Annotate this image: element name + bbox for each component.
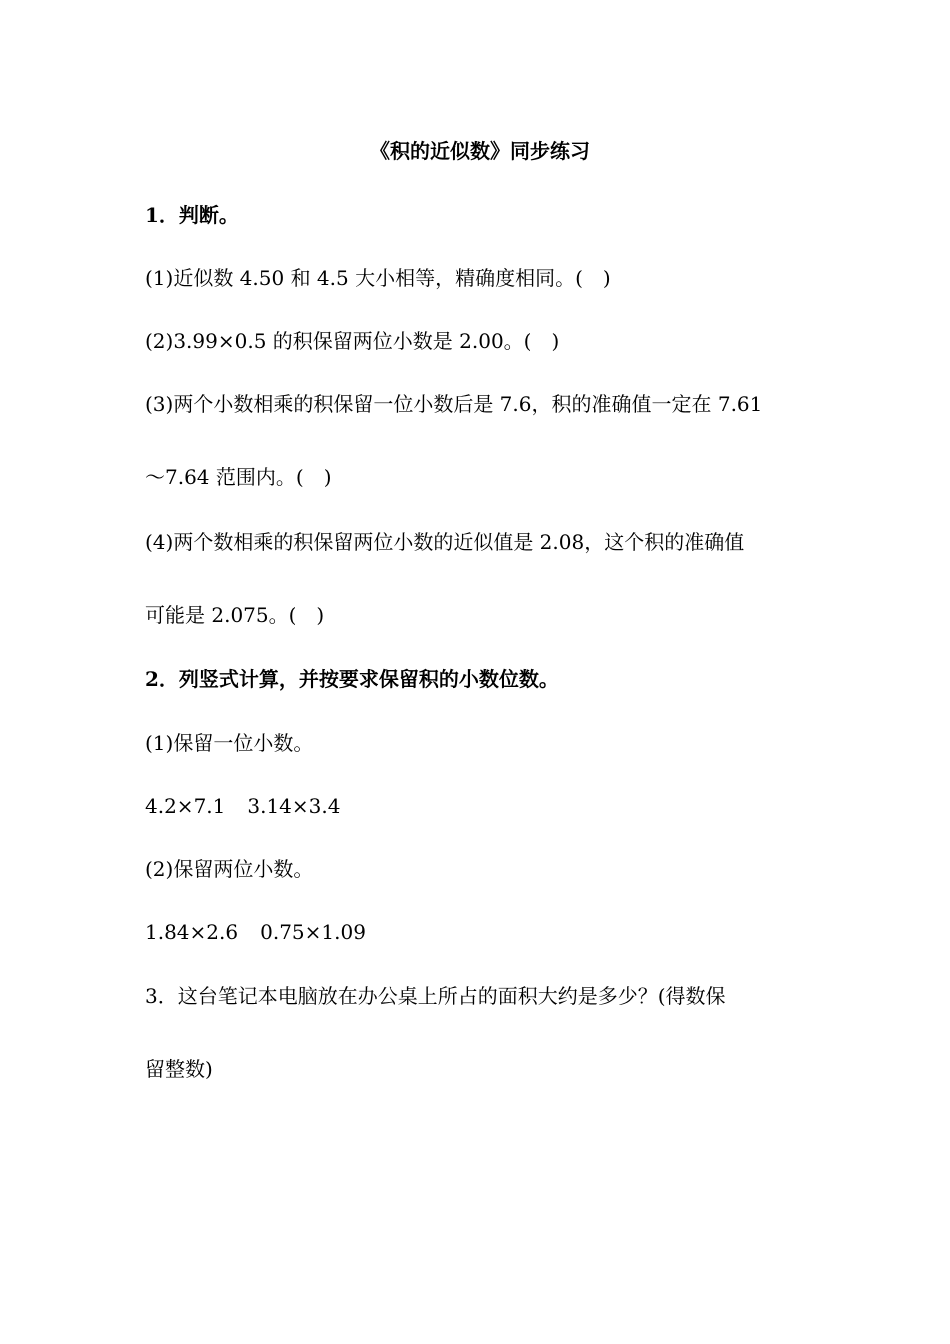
question-2-heading: 2．列竖式计算，并按要求保留积的小数位数。 [145,667,559,691]
problem-expression: 0.75×1.09 [260,920,366,944]
question-3-line-1: 3．这台笔记本电脑放在办公桌上所占的面积大约是多少？(得数保 [145,984,726,1008]
question-3-line-2: 留整数) [145,1057,213,1081]
problem-expression: 4.2×7.1 [145,794,226,818]
question-2-part-1-label: (1)保留一位小数。 [145,731,314,755]
page-title: 《积的近似数》同步练习 [370,139,590,163]
question-1-heading: 1．判断。 [145,203,239,227]
question-1-item-4-line-1: (4)两个数相乘的积保留两位小数的近似值是 2.08，这个积的准确值 [145,530,745,554]
question-1-item-4-line-2: 可能是 2.075。( ) [145,603,325,627]
question-2-part-2-label: (2)保留两位小数。 [145,857,314,881]
question-1-item-3-line-2: ～7.64 范围内。( ) [145,465,332,489]
problem-expression: 3.14×3.4 [247,794,341,818]
question-1-item-1: (1)近似数 4.50 和 4.5 大小相等，精确度相同。( ) [145,266,611,290]
question-2-part-2-problems [145,918,825,946]
question-1-item-3-line-1: (3)两个小数相乘的积保留一位小数后是 7.6，积的准确值一定在 7.61 [145,392,763,416]
question-1-item-2: (2)3.99×0.5 的积保留两位小数是 2.00。( ) [145,329,560,353]
question-2-part-1-problems [145,792,825,820]
problem-expression: 1.84×2.6 [145,920,239,944]
